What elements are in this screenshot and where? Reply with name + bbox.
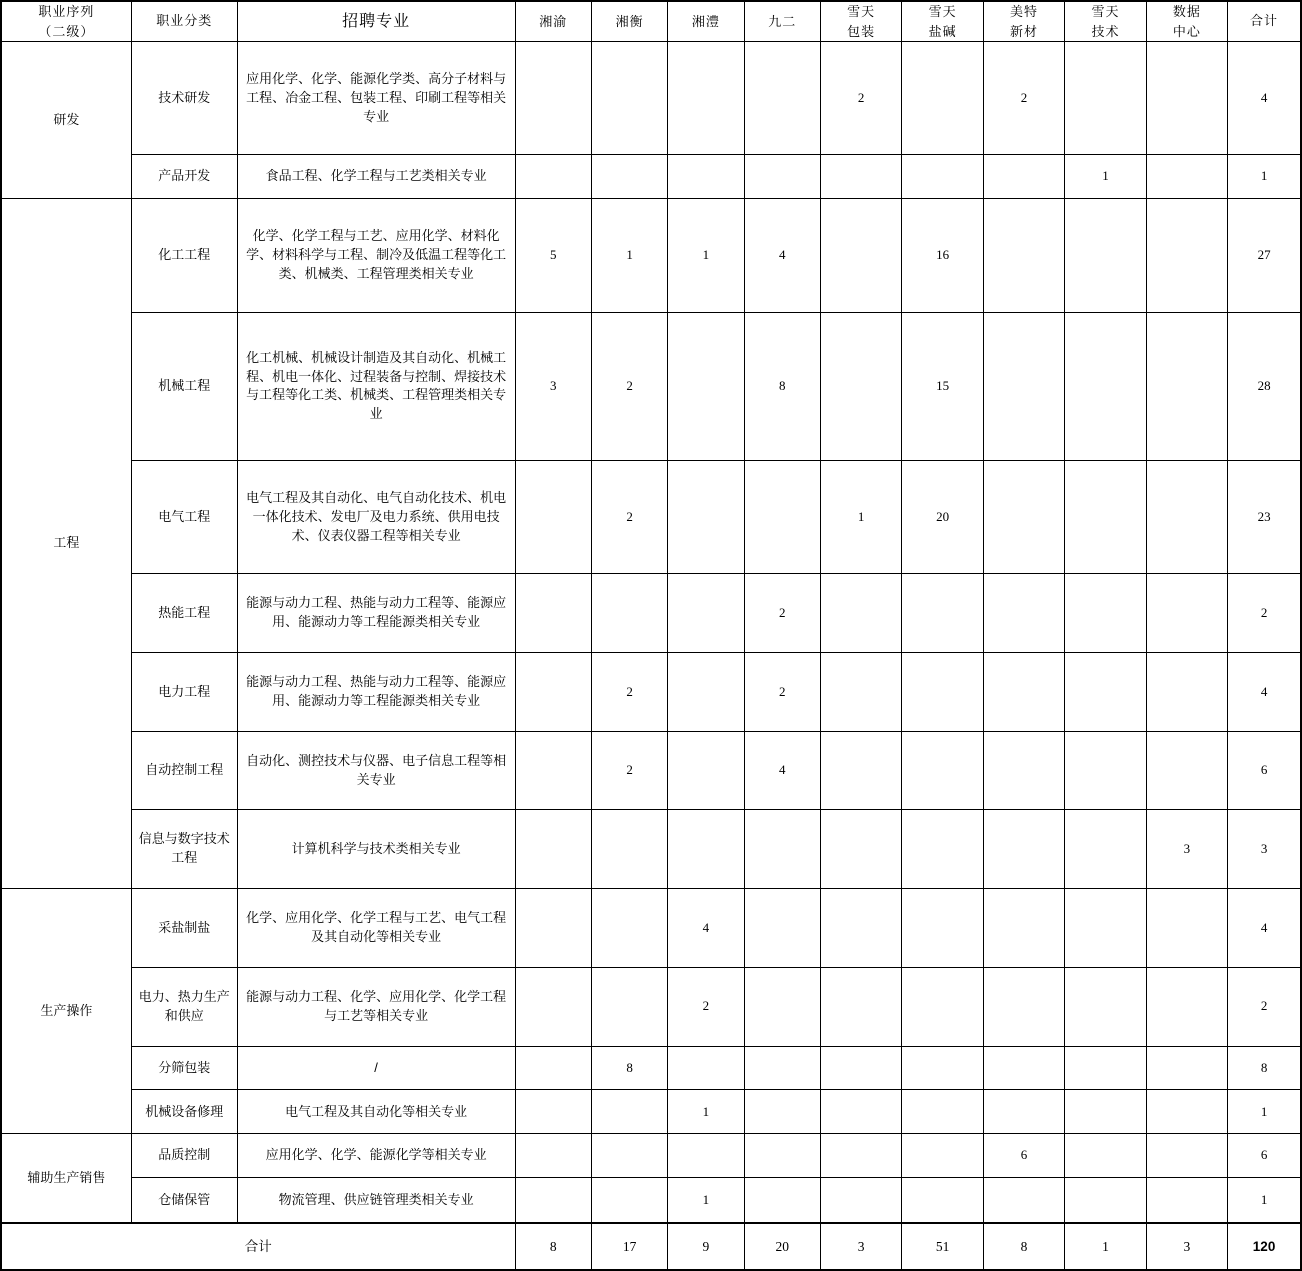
count-cell: 2: [744, 653, 820, 732]
grand-total-row: [1, 1223, 1301, 1270]
count-cell: 1: [1065, 155, 1146, 199]
count-cell: 1: [820, 460, 901, 573]
count-cell: [744, 1090, 820, 1134]
sequence-cell: 工程: [1, 199, 131, 889]
category-cell: 电气工程: [131, 460, 237, 573]
count-cell: [515, 653, 591, 732]
table-row: [1, 731, 1301, 810]
count-cell: [1146, 1178, 1227, 1223]
count-cell: 6: [983, 1134, 1064, 1178]
count-cell: [983, 889, 1064, 968]
count-cell: [515, 155, 591, 199]
column-total-cell: 1: [1065, 1223, 1146, 1270]
count-cell: 2: [591, 731, 667, 810]
header-unit-xuetian-jishu-line2: 技术: [1091, 23, 1120, 39]
count-cell: [744, 810, 820, 889]
column-total-cell: 20: [744, 1223, 820, 1270]
sequence-cell: 研发: [1, 42, 131, 199]
major-cell: /: [237, 1046, 515, 1090]
count-cell: [591, 42, 667, 155]
category-cell: 电力、热力生产和供应: [131, 967, 237, 1046]
column-total-cell: 8: [983, 1223, 1064, 1270]
count-cell: [902, 1090, 983, 1134]
major-cell: 应用化学、化学、能源化学类、高分子材料与工程、冶金工程、包装工程、印刷工程等相关专业: [237, 42, 515, 155]
header-unit-meite-xincai-line1: 美特: [1010, 4, 1039, 19]
row-total-cell: 1: [1228, 1178, 1301, 1223]
count-cell: [1065, 42, 1146, 155]
count-cell: [1146, 199, 1227, 312]
count-cell: [820, 155, 901, 199]
count-cell: 2: [591, 460, 667, 573]
header-unit-xuetian-yanjian: [902, 1, 983, 42]
count-cell: 2: [744, 574, 820, 653]
row-total-cell: 4: [1228, 889, 1301, 968]
grand-total-value: 120: [1228, 1223, 1301, 1270]
header-unit-xuetian-yanjian-line2: 盐碱: [928, 23, 957, 39]
major-cell: 能源与动力工程、热能与动力工程等、能源应用、能源动力等工程能源类相关专业: [237, 653, 515, 732]
row-total-cell: 8: [1228, 1046, 1301, 1090]
category-cell: 产品开发: [131, 155, 237, 199]
count-cell: [515, 1090, 591, 1134]
table-row: [1, 460, 1301, 573]
count-cell: [1065, 574, 1146, 653]
sequence-cell: 生产操作: [1, 889, 131, 1134]
count-cell: 20: [902, 460, 983, 573]
table-row: [1, 42, 1301, 155]
count-cell: [983, 653, 1064, 732]
column-total-cell: 3: [820, 1223, 901, 1270]
header-unit-xuetian-baozhuang: [820, 1, 901, 42]
count-cell: 2: [668, 967, 744, 1046]
count-cell: [1065, 1134, 1146, 1178]
header-total: 合计: [1228, 1, 1301, 42]
count-cell: [591, 889, 667, 968]
category-cell: 分筛包装: [131, 1046, 237, 1090]
header-unit-xuetian-baozhuang-line1: 雪天: [847, 4, 876, 19]
header-unit-xiangli: [668, 1, 744, 42]
count-cell: [668, 155, 744, 199]
count-cell: [983, 155, 1064, 199]
header-unit-jiuer-line1: 九二: [768, 13, 797, 29]
count-cell: [902, 1046, 983, 1090]
count-cell: 5: [515, 199, 591, 312]
count-cell: [1146, 312, 1227, 460]
count-cell: [983, 967, 1064, 1046]
count-cell: [820, 199, 901, 312]
header-unit-xuetian-jishu-line1: 雪天: [1091, 4, 1120, 19]
row-total-cell: 6: [1228, 1134, 1301, 1178]
count-cell: 2: [983, 42, 1064, 155]
count-cell: [744, 1046, 820, 1090]
header-unit-shuju-zhongxin-line2: 中心: [1172, 23, 1201, 39]
count-cell: [1146, 1046, 1227, 1090]
count-cell: [1146, 653, 1227, 732]
count-cell: [1146, 967, 1227, 1046]
table-row: [1, 967, 1301, 1046]
count-cell: [820, 653, 901, 732]
count-cell: [1146, 574, 1227, 653]
sequence-cell: 辅助生产销售: [1, 1134, 131, 1223]
count-cell: [820, 1134, 901, 1178]
header-seq-line1: 职业序列: [38, 4, 95, 19]
count-cell: [1065, 1090, 1146, 1134]
count-cell: [820, 889, 901, 968]
count-cell: [744, 967, 820, 1046]
count-cell: [983, 1178, 1064, 1223]
count-cell: [591, 967, 667, 1046]
count-cell: [902, 967, 983, 1046]
count-cell: [668, 574, 744, 653]
count-cell: [1065, 1046, 1146, 1090]
count-cell: 4: [668, 889, 744, 968]
count-cell: [591, 1134, 667, 1178]
count-cell: [744, 889, 820, 968]
count-cell: [744, 42, 820, 155]
header-unit-meite-xincai: [983, 1, 1064, 42]
table-row: [1, 574, 1301, 653]
count-cell: [1065, 889, 1146, 968]
count-cell: [1065, 199, 1146, 312]
count-cell: [820, 574, 901, 653]
count-cell: 4: [744, 731, 820, 810]
count-cell: [983, 574, 1064, 653]
count-cell: 2: [591, 653, 667, 732]
count-cell: [668, 1046, 744, 1090]
table-row: [1, 155, 1301, 199]
count-cell: [1065, 810, 1146, 889]
column-total-cell: 8: [515, 1223, 591, 1270]
table-body: [1, 42, 1301, 1271]
table-row: [1, 810, 1301, 889]
count-cell: [744, 155, 820, 199]
count-cell: [515, 731, 591, 810]
count-cell: [515, 967, 591, 1046]
count-cell: [744, 1134, 820, 1178]
grand-total-label: 合计: [1, 1223, 515, 1270]
count-cell: [515, 889, 591, 968]
table-row: [1, 199, 1301, 312]
row-total-cell: 27: [1228, 199, 1301, 312]
count-cell: [1146, 42, 1227, 155]
row-total-cell: 4: [1228, 653, 1301, 732]
count-cell: [668, 731, 744, 810]
major-cell: 能源与动力工程、热能与动力工程等、能源应用、能源动力等工程能源类相关专业: [237, 574, 515, 653]
count-cell: 1: [591, 199, 667, 312]
header-unit-xiangyu-line1: 湘渝: [539, 13, 568, 29]
category-cell: 机械设备修理: [131, 1090, 237, 1134]
column-total-cell: 9: [668, 1223, 744, 1270]
count-cell: [1146, 155, 1227, 199]
category-cell: 机械工程: [131, 312, 237, 460]
major-cell: 化工机械、机械设计制造及其自动化、机械工程、机电一体化、过程装备与控制、焊接技术与工程等化工类、机械类、工程管理类相关专业: [237, 312, 515, 460]
table-row: [1, 889, 1301, 968]
count-cell: [1146, 1090, 1227, 1134]
count-cell: [1065, 312, 1146, 460]
header-row: [1, 1, 1301, 42]
count-cell: [902, 1178, 983, 1223]
count-cell: [591, 1090, 667, 1134]
table-row: [1, 312, 1301, 460]
table-row: [1, 653, 1301, 732]
major-cell: 物流管理、供应链管理类相关专业: [237, 1178, 515, 1223]
header-seq: [1, 1, 131, 42]
count-cell: [820, 1178, 901, 1223]
count-cell: 3: [1146, 810, 1227, 889]
table-row: [1, 1046, 1301, 1090]
category-cell: 采盐制盐: [131, 889, 237, 968]
count-cell: [668, 42, 744, 155]
count-cell: [902, 810, 983, 889]
row-total-cell: 2: [1228, 967, 1301, 1046]
count-cell: [591, 574, 667, 653]
header-unit-jiuer: [744, 1, 820, 42]
count-cell: 8: [591, 1046, 667, 1090]
header-unit-meite-xincai-line2: 新材: [1010, 23, 1039, 39]
count-cell: [515, 574, 591, 653]
header-unit-xuetian-yanjian-line1: 雪天: [928, 4, 957, 19]
count-cell: [668, 1134, 744, 1178]
category-cell: 电力工程: [131, 653, 237, 732]
count-cell: [515, 1046, 591, 1090]
count-cell: [820, 1046, 901, 1090]
category-cell: 自动控制工程: [131, 731, 237, 810]
count-cell: [1065, 1178, 1146, 1223]
count-cell: [902, 653, 983, 732]
count-cell: [1065, 731, 1146, 810]
count-cell: 2: [820, 42, 901, 155]
count-cell: [1065, 460, 1146, 573]
count-cell: 1: [668, 199, 744, 312]
column-total-cell: 17: [591, 1223, 667, 1270]
count-cell: [668, 460, 744, 573]
table-row: [1, 1178, 1301, 1223]
count-cell: [1146, 1134, 1227, 1178]
count-cell: [591, 1178, 667, 1223]
row-total-cell: 4: [1228, 42, 1301, 155]
count-cell: [983, 731, 1064, 810]
count-cell: [983, 312, 1064, 460]
header-unit-xuetian-baozhuang-line2: 包装: [847, 23, 876, 39]
header-category: 职业分类: [131, 1, 237, 42]
row-total-cell: 23: [1228, 460, 1301, 573]
count-cell: [668, 653, 744, 732]
category-cell: 仓储保管: [131, 1178, 237, 1223]
row-total-cell: 28: [1228, 312, 1301, 460]
count-cell: [1065, 653, 1146, 732]
count-cell: [515, 1134, 591, 1178]
category-cell: 化工工程: [131, 199, 237, 312]
count-cell: [820, 810, 901, 889]
count-cell: 2: [591, 312, 667, 460]
major-cell: 食品工程、化学工程与工艺类相关专业: [237, 155, 515, 199]
major-cell: 电气工程及其自动化、电气自动化技术、机电一体化技术、发电厂及电力系统、供用电技术、仪表仪器工程等相关专业: [237, 460, 515, 573]
count-cell: [983, 1046, 1064, 1090]
count-cell: [1146, 889, 1227, 968]
header-unit-xuetian-jishu: [1065, 1, 1146, 42]
count-cell: [668, 312, 744, 460]
count-cell: [902, 731, 983, 810]
table-header: [1, 1, 1301, 42]
major-cell: 能源与动力工程、化学、应用化学、化学工程与工艺等相关专业: [237, 967, 515, 1046]
header-unit-shuju-zhongxin: [1146, 1, 1227, 42]
count-cell: 1: [668, 1090, 744, 1134]
count-cell: [902, 155, 983, 199]
column-total-cell: 3: [1146, 1223, 1227, 1270]
table-row: [1, 1090, 1301, 1134]
row-total-cell: 2: [1228, 574, 1301, 653]
header-unit-xiangheng-line1: 湘衡: [615, 13, 644, 29]
major-cell: 自动化、测控技术与仪器、电子信息工程等相关专业: [237, 731, 515, 810]
count-cell: 8: [744, 312, 820, 460]
row-total-cell: 1: [1228, 155, 1301, 199]
count-cell: [983, 810, 1064, 889]
count-cell: [902, 42, 983, 155]
count-cell: [744, 1178, 820, 1223]
count-cell: [983, 199, 1064, 312]
count-cell: [591, 810, 667, 889]
major-cell: 化学、化学工程与工艺、应用化学、材料化学、材料科学与工程、制冷及低温工程等化工类、机械类、工程管理类相关专业: [237, 199, 515, 312]
count-cell: [668, 810, 744, 889]
count-cell: 3: [515, 312, 591, 460]
major-cell: 应用化学、化学、能源化学等相关专业: [237, 1134, 515, 1178]
count-cell: [1146, 460, 1227, 573]
count-cell: [744, 460, 820, 573]
category-cell: 热能工程: [131, 574, 237, 653]
count-cell: 4: [744, 199, 820, 312]
count-cell: 16: [902, 199, 983, 312]
count-cell: [820, 312, 901, 460]
count-cell: [902, 574, 983, 653]
header-unit-xiangheng: [591, 1, 667, 42]
major-cell: 计算机科学与技术类相关专业: [237, 810, 515, 889]
count-cell: [820, 967, 901, 1046]
count-cell: [515, 460, 591, 573]
count-cell: 15: [902, 312, 983, 460]
row-total-cell: 1: [1228, 1090, 1301, 1134]
count-cell: 1: [668, 1178, 744, 1223]
count-cell: [1065, 967, 1146, 1046]
row-total-cell: 6: [1228, 731, 1301, 810]
header-unit-xiangyu: [515, 1, 591, 42]
header-seq-line2: （二级）: [38, 23, 95, 39]
count-cell: [515, 1178, 591, 1223]
count-cell: [1146, 731, 1227, 810]
count-cell: [515, 42, 591, 155]
major-cell: 化学、应用化学、化学工程与工艺、电气工程及其自动化等相关专业: [237, 889, 515, 968]
count-cell: [902, 1134, 983, 1178]
count-cell: [902, 889, 983, 968]
header-unit-xiangli-line1: 湘澧: [691, 13, 720, 29]
header-major: 招聘专业: [237, 1, 515, 42]
header-unit-shuju-zhongxin-line1: 数据: [1172, 4, 1201, 19]
category-cell: 品质控制: [131, 1134, 237, 1178]
count-cell: [983, 1090, 1064, 1134]
count-cell: [820, 1090, 901, 1134]
category-cell: 信息与数字技术工程: [131, 810, 237, 889]
row-total-cell: 3: [1228, 810, 1301, 889]
category-cell: 技术研发: [131, 42, 237, 155]
table-row: [1, 1134, 1301, 1178]
count-cell: [820, 731, 901, 810]
count-cell: [983, 460, 1064, 573]
column-total-cell: 51: [902, 1223, 983, 1270]
count-cell: [515, 810, 591, 889]
major-cell: 电气工程及其自动化等相关专业: [237, 1090, 515, 1134]
count-cell: [591, 155, 667, 199]
